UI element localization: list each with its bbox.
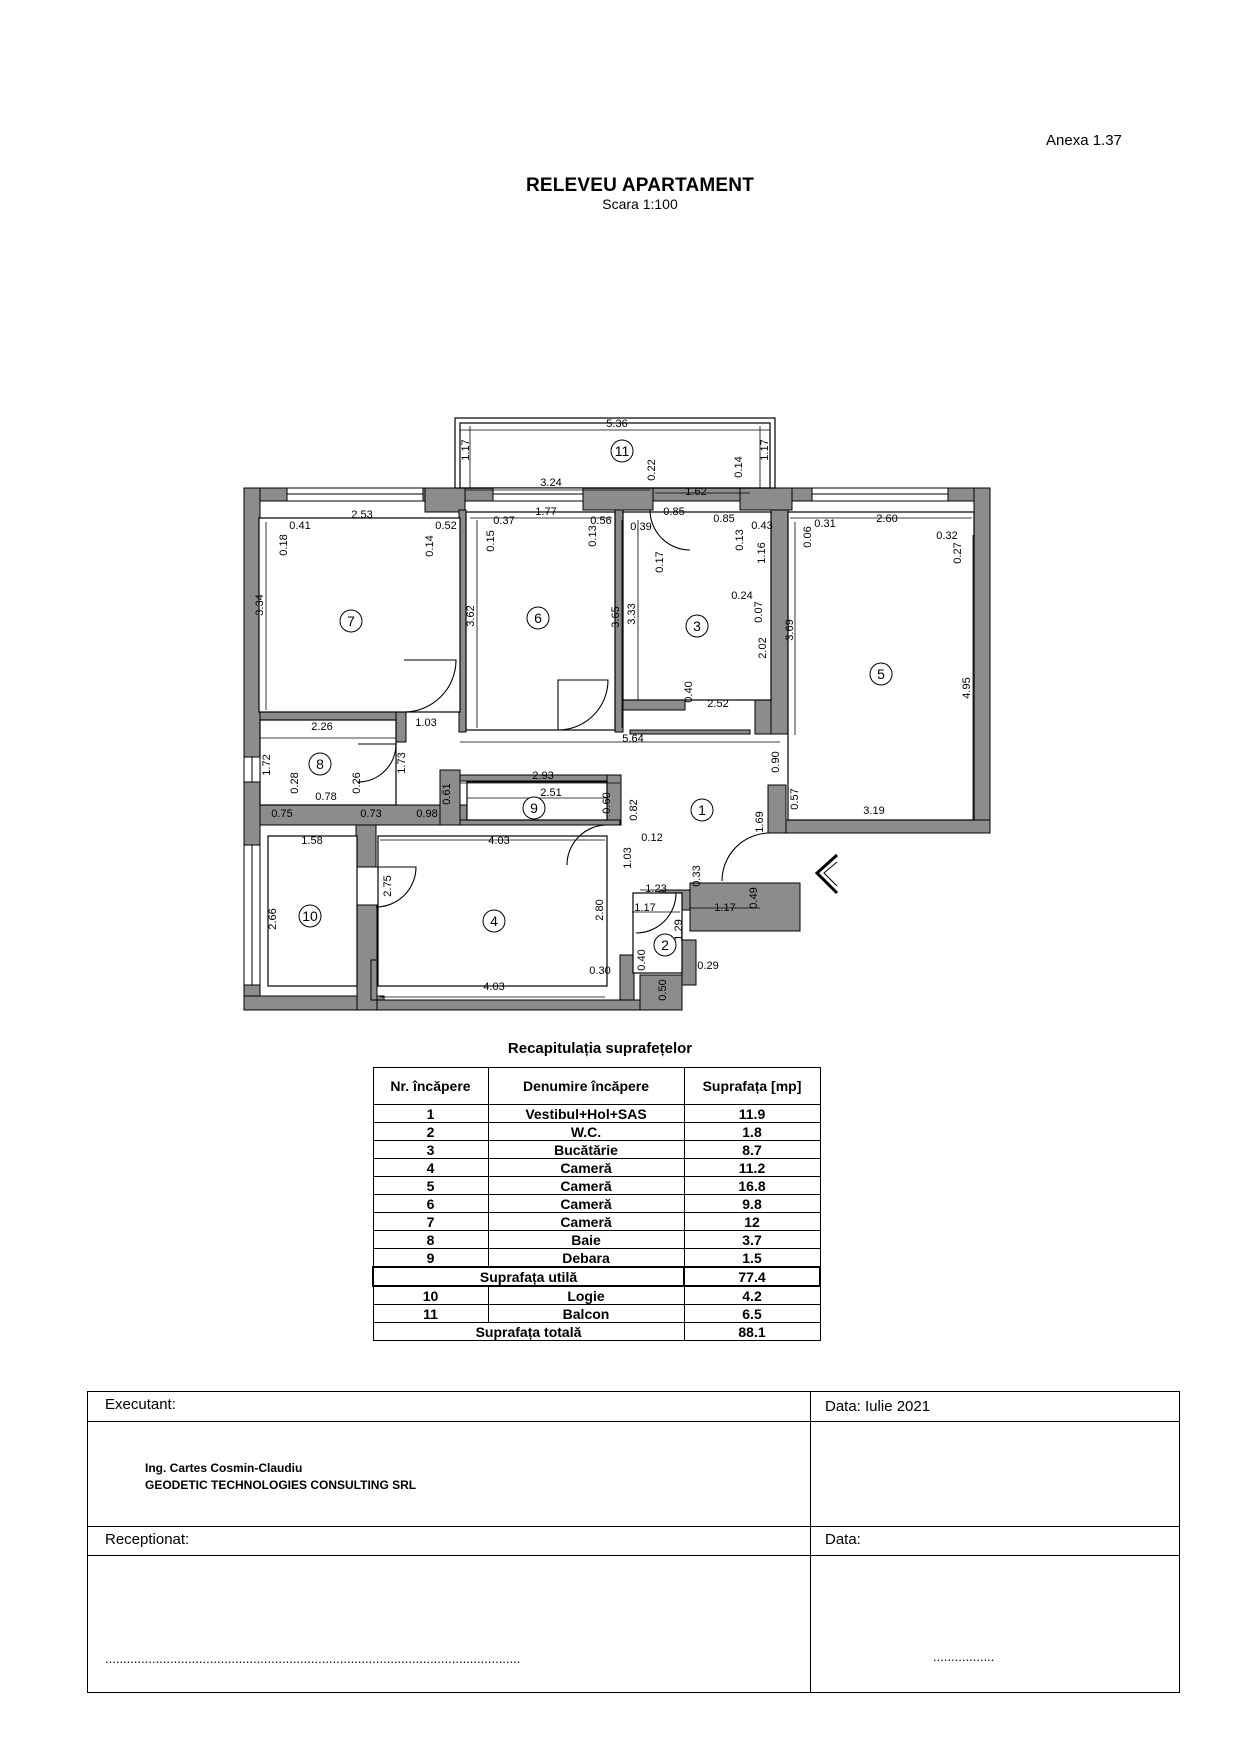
table-row: 11 Balcon 6.5	[373, 1305, 820, 1323]
dim-label: 0.50	[657, 979, 669, 1001]
table-row: 1 Vestibul+Hol+SAS 11.9	[373, 1105, 820, 1123]
dim-label: 0.78	[315, 791, 337, 803]
dim-label: 0.40	[636, 949, 648, 971]
dim-label: 3.69	[784, 619, 796, 641]
signature-table	[87, 1391, 1180, 1693]
col-header-name: Denumire încăpere	[488, 1068, 684, 1105]
col-header-nr: Nr. încăpere	[373, 1068, 488, 1105]
dim-label: 3.19	[863, 805, 885, 817]
receptionat-date-line: .................	[933, 1649, 995, 1664]
dim-label: 0.90	[770, 751, 782, 773]
room-number: 10	[302, 908, 318, 924]
dim-label: 1.69	[754, 811, 766, 833]
dim-label: 0.40	[683, 681, 695, 703]
dim-label: 0.27	[952, 542, 964, 564]
dim-label: 1.17	[634, 902, 656, 914]
room-number: 9	[530, 800, 538, 816]
dim-label: 0.60	[601, 792, 613, 814]
dim-label: 2.75	[382, 875, 394, 897]
dim-label: 1.29	[673, 919, 685, 941]
table-row: 10 Logie 4.2	[373, 1286, 820, 1305]
dim-label: 0.43	[751, 520, 773, 532]
page-title: RELEVEU APARTAMENT	[525, 175, 755, 196]
room-number: 4	[490, 913, 498, 929]
dim-label: 2.60	[876, 513, 898, 525]
dim-label: 0.49	[748, 887, 760, 909]
recap-title: Recapitulația suprafețelor	[507, 1040, 693, 1057]
dim-label: 0.18	[278, 534, 290, 556]
dim-label: 0.56	[590, 515, 612, 527]
dim-label: 3.24	[540, 477, 562, 489]
dim-label: 1.58	[301, 835, 323, 847]
dim-label: 0.57	[789, 788, 801, 810]
room-number: 3	[693, 618, 701, 634]
dim-label: 2.66	[267, 908, 279, 930]
table-row: 4 Cameră 11.2	[373, 1159, 820, 1177]
dim-label: 4.95	[961, 677, 973, 699]
room-number: 8	[316, 756, 324, 772]
dim-label: 0.22	[646, 459, 658, 481]
dim-label: 0.07	[753, 601, 765, 623]
total-area-row: Suprafața totală 88.1	[373, 1323, 820, 1341]
dim-label: 3.62	[465, 605, 477, 627]
room-number: 7	[347, 613, 355, 629]
dim-label: 0.14	[733, 456, 745, 478]
table-row: 2 W.C. 1.8	[373, 1123, 820, 1141]
dim-label: 0.85	[663, 506, 685, 518]
dim-label: 1.77	[535, 506, 557, 518]
room-number: 5	[877, 666, 885, 682]
receptionat-signature-line: ...................................................................................................................	[105, 1651, 521, 1666]
dim-label: 0.06	[802, 526, 814, 548]
engineer-name: Ing. Cartes Cosmin-Claudiu	[145, 1461, 303, 1475]
dim-label: 1.16	[756, 542, 768, 564]
dim-label: 0.41	[289, 520, 311, 532]
dim-label: 0.13	[734, 529, 746, 551]
dim-label: 5.64	[622, 733, 644, 745]
dim-label: 2.80	[594, 899, 606, 921]
dim-label: 2.26	[311, 721, 333, 733]
table-row: 5 Cameră 16.8	[373, 1177, 820, 1195]
dim-label: 0.13	[587, 525, 599, 547]
dim-label: 0.28	[289, 772, 301, 794]
dim-label: 1.17	[759, 439, 771, 461]
dim-label: 0.30	[589, 965, 611, 977]
dim-label: 0.24	[731, 590, 753, 602]
dim-label: 1.23	[645, 883, 667, 895]
dim-label: 0.75	[271, 808, 293, 820]
dim-label: 0.82	[628, 799, 640, 821]
room-number: 2	[661, 937, 669, 953]
dim-label: 1.62	[685, 486, 707, 498]
table-row: 7 Cameră 12	[373, 1213, 820, 1231]
executant-date: Data: Iulie 2021	[825, 1398, 931, 1415]
dim-label: 0.61	[441, 783, 453, 805]
table-row: 9 Debara 1.5	[373, 1249, 820, 1268]
dim-label: 0.29	[697, 960, 719, 972]
useful-area-row: Suprafața utilă 77.4	[373, 1267, 820, 1286]
dim-label: 0.12	[641, 832, 663, 844]
table-row: 8 Baie 3.7	[373, 1231, 820, 1249]
dim-label: 1.17	[714, 902, 736, 914]
dim-label: 4.03	[483, 981, 505, 993]
table-row: 6 Cameră 9.8	[373, 1195, 820, 1213]
dim-label: 0.14	[424, 535, 436, 557]
dim-label: 5.36	[606, 418, 628, 430]
dim-label: 1.73	[396, 752, 408, 774]
dim-label: 1.72	[261, 754, 273, 776]
dim-label: 3.65	[610, 606, 622, 628]
dim-label: 0.26	[351, 772, 363, 794]
room-number: 1	[698, 802, 706, 818]
executant-label: Executant:	[105, 1396, 176, 1413]
table-row: 3 Bucătărie 8.7	[373, 1141, 820, 1159]
dim-label: 2.93	[532, 770, 554, 782]
dim-label: 0.52	[435, 520, 457, 532]
col-header-area: Suprafața [mp]	[684, 1068, 820, 1105]
scale-label: Scara 1:100	[602, 196, 678, 212]
dim-label: 1.03	[415, 717, 437, 729]
dim-label: 0.33	[691, 865, 703, 887]
dim-label: 0.17	[654, 551, 666, 573]
dim-label: 0.98	[416, 808, 438, 820]
dim-label: 0.15	[485, 530, 497, 552]
room-number: 11	[614, 443, 630, 459]
dim-label: 0.73	[360, 808, 382, 820]
recap-table	[372, 1067, 821, 1341]
dim-label: 2.02	[757, 637, 769, 659]
dim-label: 1.17	[460, 439, 472, 461]
dim-label: 0.32	[936, 530, 958, 542]
receptionat-label: Receptionat:	[105, 1531, 190, 1548]
annex-label: Anexa 1.37	[1046, 132, 1122, 149]
room-number: 6	[534, 610, 542, 626]
dim-label: 4.03	[488, 835, 510, 847]
dim-label: 3.33	[626, 603, 638, 625]
dim-label: 0.85	[713, 513, 735, 525]
dim-label: 0.37	[493, 515, 515, 527]
dim-label: 2.52	[707, 698, 729, 710]
dim-label: 3.34	[254, 594, 266, 616]
dim-label: 2.51	[540, 787, 562, 799]
entrance-arrow	[817, 855, 837, 893]
company-name: GEODETIC TECHNOLOGIES CONSULTING SRL	[145, 1478, 417, 1492]
dim-label: 2.53	[351, 509, 373, 521]
dim-label: 1.03	[622, 847, 634, 869]
dim-label: 0.31	[814, 518, 836, 530]
dim-label: 0.39	[630, 521, 652, 533]
receptionat-date: Data:	[825, 1531, 861, 1548]
